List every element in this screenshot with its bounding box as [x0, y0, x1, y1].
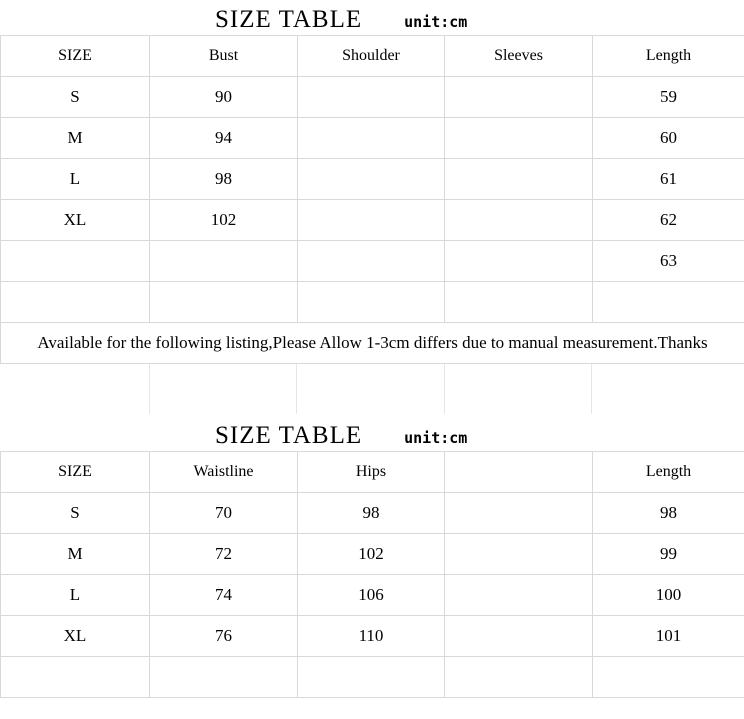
table-cell: 101	[593, 615, 744, 656]
table-cell	[593, 281, 744, 322]
table-cell	[150, 240, 298, 281]
table-cell	[150, 656, 298, 697]
table-cell: S	[1, 76, 150, 117]
table-cell: 98	[150, 158, 298, 199]
table-cell	[1, 281, 150, 322]
table-cell	[150, 281, 298, 322]
table-cell	[445, 656, 593, 697]
table-2-col-header: Waistline	[150, 451, 298, 492]
table-cell	[445, 281, 593, 322]
table-row	[1, 615, 744, 656]
block-2-title-row	[0, 414, 744, 451]
table-1-col-header: Shoulder	[298, 35, 445, 76]
table-cell	[1, 656, 150, 697]
block-2-title: SIZE TABLE	[215, 421, 363, 449]
size-table-2	[0, 451, 744, 698]
table-1-header-row	[1, 35, 744, 76]
table-cell: M	[1, 117, 150, 158]
table-cell: 60	[593, 117, 744, 158]
block-1-unit-label: unit:cm	[404, 13, 468, 31]
table-cell	[445, 492, 593, 533]
table-cell: 59	[593, 76, 744, 117]
table-row	[1, 240, 744, 281]
table-2-col-header: Hips	[298, 451, 445, 492]
table-cell	[445, 533, 593, 574]
seam-line	[591, 364, 592, 414]
table-cell	[298, 281, 445, 322]
table-row	[1, 533, 744, 574]
table-row	[1, 574, 744, 615]
table-cell	[445, 574, 593, 615]
table-row	[1, 158, 744, 199]
table-2-col-header	[445, 451, 593, 492]
table-2-col-header: SIZE	[1, 451, 150, 492]
table-cell: 102	[298, 533, 445, 574]
table-cell: 61	[593, 158, 744, 199]
table-cell: 106	[298, 574, 445, 615]
table-cell: XL	[1, 615, 150, 656]
block-1-title: SIZE TABLE	[215, 6, 363, 33]
table-1-col-header: Sleeves	[445, 35, 593, 76]
table-cell	[445, 158, 593, 199]
table-cell	[298, 199, 445, 240]
block-1-title-row	[0, 0, 744, 35]
table-cell: M	[1, 533, 150, 574]
table-cell: 74	[150, 574, 298, 615]
size-table-block-2	[0, 414, 744, 698]
table-1-note-row	[1, 322, 744, 363]
table-cell: 94	[150, 117, 298, 158]
table-1-col-header: SIZE	[1, 35, 150, 76]
table-cell: 102	[150, 199, 298, 240]
table-row	[1, 199, 744, 240]
table-cell	[1, 240, 150, 281]
table-cell: S	[1, 492, 150, 533]
table-row	[1, 492, 744, 533]
table-cell: L	[1, 574, 150, 615]
table-cell: 62	[593, 199, 744, 240]
seam-line	[149, 364, 150, 414]
block-separator	[0, 364, 744, 414]
table-cell	[445, 117, 593, 158]
table-row	[1, 117, 744, 158]
table-cell	[298, 656, 445, 697]
table-2-col-header: Length	[593, 451, 744, 492]
table-cell	[445, 199, 593, 240]
table-cell: 100	[593, 574, 744, 615]
size-table-1	[0, 35, 744, 364]
table-cell: 63	[593, 240, 744, 281]
table-cell: XL	[1, 199, 150, 240]
seam-line	[444, 364, 445, 414]
table-cell: L	[1, 158, 150, 199]
table-cell	[298, 117, 445, 158]
table-1-col-header: Bust	[150, 35, 298, 76]
measurement-note: Available for the following listing,Please Allow 1-3cm differs due to manual measurement.Thanks	[1, 322, 744, 363]
table-cell	[445, 76, 593, 117]
block-2-unit-label: unit:cm	[404, 428, 468, 447]
table-row	[1, 656, 744, 697]
table-cell: 90	[150, 76, 298, 117]
table-cell: 76	[150, 615, 298, 656]
table-cell: 72	[150, 533, 298, 574]
seam-line	[296, 364, 297, 414]
table-1-col-header: Length	[593, 35, 744, 76]
table-cell: 98	[298, 492, 445, 533]
table-cell	[298, 158, 445, 199]
table-row	[1, 281, 744, 322]
table-row	[1, 76, 744, 117]
table-cell: 99	[593, 533, 744, 574]
table-cell	[445, 240, 593, 281]
table-cell	[298, 76, 445, 117]
table-2-header-row	[1, 451, 744, 492]
table-cell	[298, 240, 445, 281]
table-cell	[593, 656, 744, 697]
table-cell: 110	[298, 615, 445, 656]
table-cell: 98	[593, 492, 744, 533]
table-cell: 70	[150, 492, 298, 533]
table-cell	[445, 615, 593, 656]
